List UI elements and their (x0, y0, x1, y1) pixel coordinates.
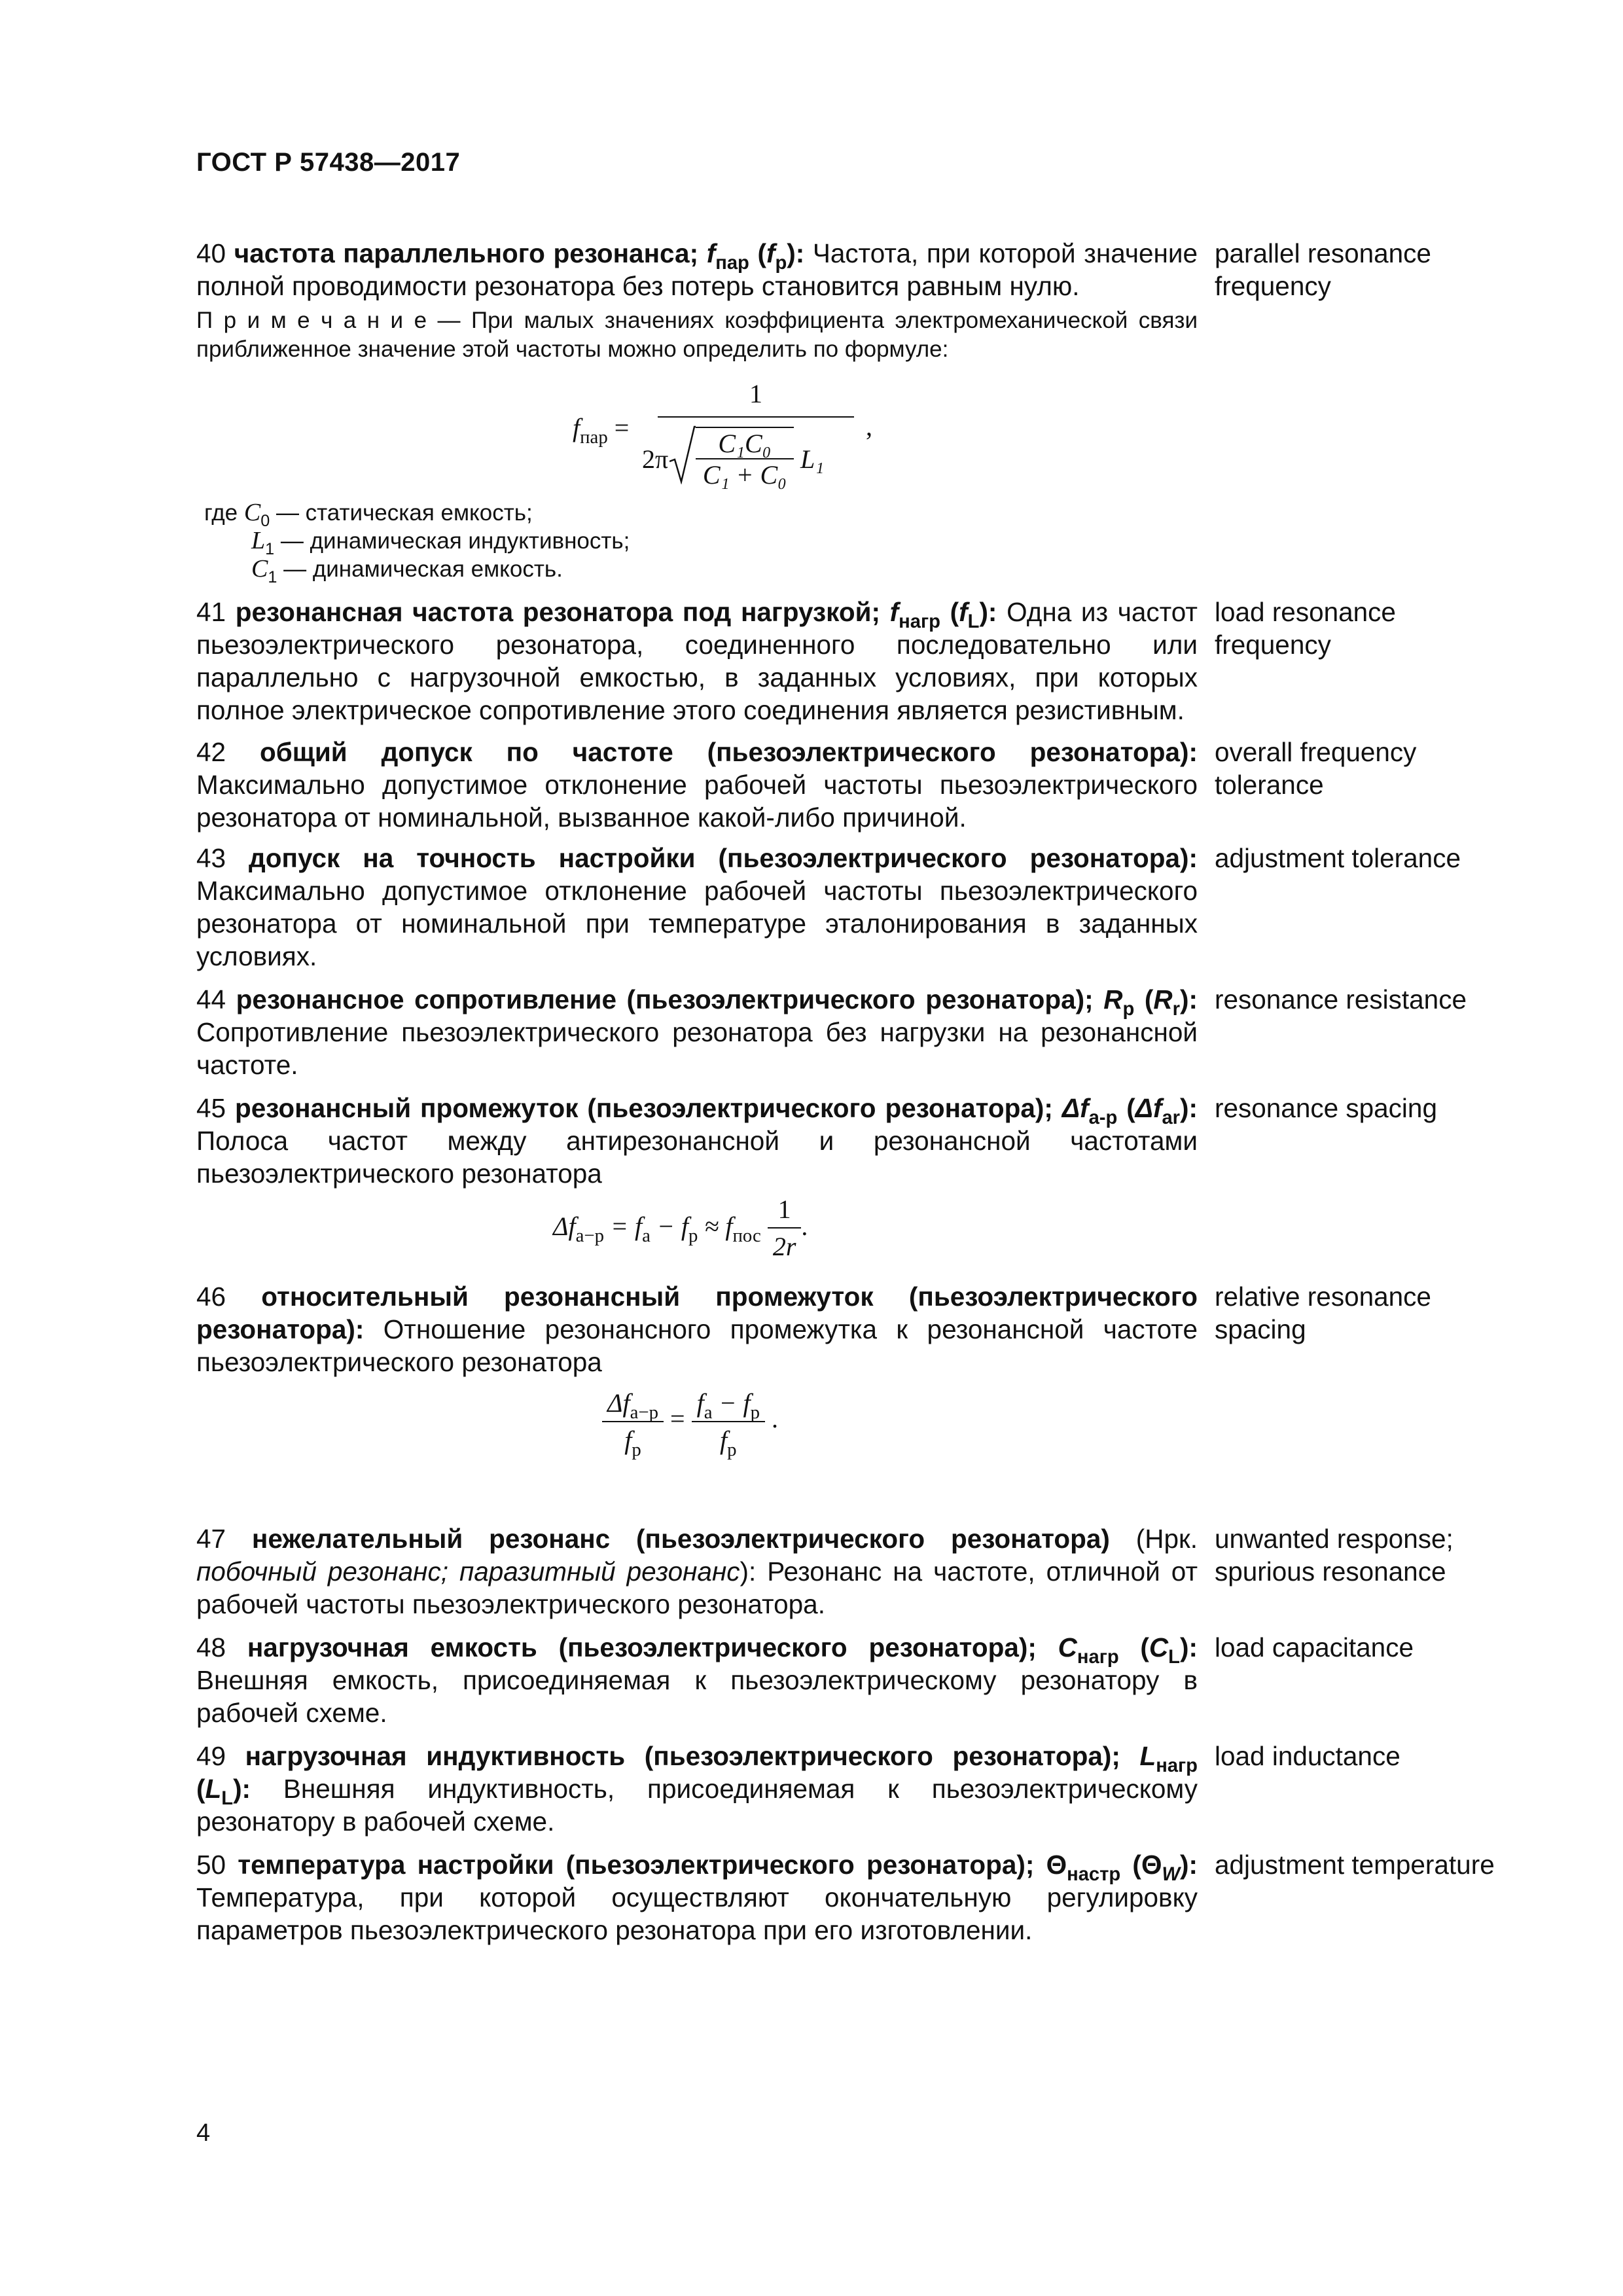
formula-lhs-sub: a−p (575, 1225, 605, 1247)
formula-part-sub: p (688, 1225, 698, 1247)
legend-text: — динамическая индуктивность; (280, 528, 630, 554)
formula-tail: . (801, 1211, 808, 1242)
formula-tail: . (772, 1404, 779, 1434)
term-number: 48 (196, 1632, 226, 1662)
term-title: относительный резонансный промежуток (пьезоэлектрического резонатора): (196, 1282, 1198, 1344)
term-title: резонансный промежуток (пьезоэлектрического резонатора); (235, 1093, 1053, 1123)
legend-row (204, 555, 630, 586)
term-english: parallel resonance frequency (1215, 238, 1431, 301)
term-alt-symbol: R (1153, 984, 1173, 1014)
term-symbol-sub: настр (1067, 1864, 1121, 1886)
formula-part: − f (656, 1211, 689, 1242)
term-definition: Сопротивление пьезоэлектрического резонатора без нагрузки на резонансной частоте. (196, 1017, 1198, 1080)
formula-denominator (692, 1422, 765, 1461)
term-english: load inductance (1215, 1741, 1400, 1771)
legend-row (204, 527, 630, 558)
formula-numerator (692, 1388, 765, 1422)
formula-part: f (624, 1426, 632, 1455)
term-english: load resonance frequency (1215, 597, 1396, 660)
term-definition: Максимально допустимое отклонение рабочей частоты пьезоэлектрического резонатора от номинальной, вызванное какой-либо причиной. (196, 770, 1198, 833)
term-number: 50 (196, 1850, 226, 1880)
term-text: 45 резонансный промежуток (пьезоэлектрического резонатора); $\Delta f_{a-p}$ $(\Delta f_{ar})$: Полоса частот между антирезонансной и резонансной частотами пьезоэлектрического резонатора (196, 1093, 1198, 1189)
legend-symbol: C (243, 499, 261, 526)
term-symbol: f (889, 597, 899, 627)
term-definition: Отношение резонансного промежутка к резонансной частоте пьезоэлектрического резонатора (196, 1314, 1198, 1377)
deprecated-terms: побочный резонанс; паразитный резонанс (196, 1556, 740, 1587)
term-text: 49 нагрузочная индуктивность (пьезоэлектрического резонатора); $L_{нагр}$ $(L_L)$: Внешняя индуктивность, присоединяемая к пьезоэлектрическому резонатору в рабочей схеме. (196, 1741, 1198, 1837)
term-english: load capacitance (1215, 1632, 1414, 1662)
term-symbol-sub: a-p (1088, 1107, 1118, 1129)
term-title: температура настройки (пьезоэлектрического резонатора); (238, 1850, 1035, 1880)
formula-fraction (602, 1388, 664, 1461)
term-title: нагрузочная индуктивность (пьезоэлектрического резонатора); (245, 1741, 1120, 1771)
term-alt-symbol: Θ (1141, 1850, 1162, 1880)
term-alt-symbol-sub: p (775, 253, 787, 274)
term-alt-symbol: f (959, 597, 968, 627)
note-label: П р и м е ч а н и е (196, 308, 427, 333)
term-text: 44 резонансное сопротивление (пьезоэлектрического резонатора); $R_p$ $(R_r)$: Сопротивление пьезоэлектрического резонатора без нагрузки на резонансной частоте. (196, 984, 1198, 1080)
formula-lhs: f (573, 413, 580, 442)
formula-part-sub: a (704, 1402, 713, 1424)
term-number: 47 (196, 1524, 226, 1554)
term-alt-symbol-sub: W (1162, 1864, 1180, 1886)
formula-den-prefix: 2π (642, 444, 669, 474)
formula-part-sub: p (632, 1439, 641, 1461)
formula-resonance-spacing (553, 1195, 808, 1263)
term-number: 46 (196, 1282, 226, 1312)
term-title: нагрузочная емкость (пьезоэлектрического резонатора); (247, 1632, 1037, 1662)
note-text: — При малых значениях коэффициента электромеханической связи приближенное значение этой частоты можно определить по формуле: (196, 308, 1198, 362)
term-definition: Одна из частот пьезоэлектрического резонатора, соединенного последовательно или параллельно с нагрузочной емкостью, в заданных условиях, при которых полное электрическое сопротивление этого соединения является резистивным. (196, 597, 1198, 725)
term-text (196, 842, 1198, 973)
term-definition: Максимально допустимое отклонение рабочей частоты пьезоэлектрического резонатора от номинальной при температуре эталонирования в заданных условиях. (196, 876, 1198, 971)
term-symbol: Δf (1061, 1093, 1089, 1123)
formula-numerator: 1 (749, 379, 762, 408)
term-text: 48 нагрузочная емкость (пьезоэлектрического резонатора); $C_{нагр}$ $(C_L)$: Внешняя емкость, присоединяемая к пьезоэлектрическому резонатору в рабочей схеме. (196, 1632, 1198, 1728)
term-text (196, 1280, 1198, 1378)
term-symbol: R (1103, 984, 1123, 1014)
formula-part-sub: пос (732, 1225, 761, 1247)
term-number: 42 (196, 737, 226, 767)
formula-den-suffix: L₁ (800, 444, 825, 474)
term-text (196, 1522, 1198, 1621)
term-title: допуск на точность настройки (пьезоэлектрического резонатора): (249, 843, 1198, 873)
term-number: 45 (196, 1093, 226, 1123)
note (196, 306, 1198, 364)
term-title: резонансное сопротивление (пьезоэлектрического резонатора); (236, 984, 1094, 1014)
formula-lhs-sub: пар (580, 427, 608, 448)
term-definition: Внешняя емкость, присоединяемая к пьезоэлектрическому резонатору в рабочей схеме. (196, 1665, 1198, 1728)
formula-part-sub: a−p (630, 1402, 659, 1424)
formula-legend (204, 499, 630, 586)
term-number: 41 (196, 597, 226, 627)
term-title: резонансная частота резонатора под нагрузкой; (235, 597, 880, 627)
term-text: 50 температура настройки (пьезоэлектрического резонатора); $\Theta_{настр}$ $(\Theta_W)$: Температура, при которой осуществляют окончательную регулировку параметров пьезоэлектрического резонатора при его изготовлении. (196, 1850, 1198, 1945)
legend-symbol: L (251, 527, 266, 554)
formula-part: − f (719, 1388, 751, 1418)
legend-text: — статическая емкость; (276, 500, 533, 526)
term-english: resonance spacing (1215, 1093, 1437, 1123)
term-english: unwanted response; spurious resonance (1215, 1524, 1454, 1587)
legend-row (204, 499, 630, 530)
deprecated-suffix: ): (740, 1556, 757, 1587)
term-number: 43 (196, 843, 226, 873)
term-alt-symbol: C (1149, 1632, 1169, 1662)
formula-part-sub: a (642, 1225, 651, 1247)
term-symbol-sub: пар (715, 253, 749, 274)
term-alt-symbol-sub: L (967, 611, 980, 633)
formula-fraction (768, 1194, 802, 1262)
formula-relative-spacing (602, 1388, 779, 1461)
term-definition: Внешняя индуктивность, присоединяемая к пьезоэлектрическому резонатору в рабочей схеме. (196, 1774, 1198, 1837)
term-alt-symbol: f (766, 238, 776, 268)
legend-symbol: C (251, 555, 268, 583)
term-number: 49 (196, 1741, 226, 1771)
legend-prefix: где (204, 500, 238, 526)
term-symbol: Θ (1046, 1850, 1067, 1880)
term-alt-symbol-sub: ar (1162, 1107, 1181, 1129)
term-symbol-sub: нагр (899, 611, 940, 633)
formula-part: ≈ f (704, 1211, 733, 1242)
formula-numerator (602, 1388, 664, 1422)
formula-lhs: Δf (553, 1211, 576, 1242)
term-symbol-sub: p (1122, 999, 1135, 1020)
term-english: resonance resistance (1215, 984, 1467, 1014)
legend-symbol-sub: 0 (260, 511, 270, 530)
deprecated-prefix: (Нрк. (1135, 1524, 1198, 1554)
sqrt-symbol (669, 425, 696, 484)
term-english: overall frequency tolerance (1215, 737, 1417, 800)
term-alt-symbol-sub: L (1168, 1647, 1180, 1668)
legend-symbol-sub: 1 (268, 567, 277, 586)
formula-part-sub: p (750, 1402, 760, 1424)
formula-numerator: 1 (768, 1194, 802, 1229)
term-definition: Резонанс на частоте, отличной от рабочей частоты пьезоэлектрического резонатора. (196, 1556, 1198, 1619)
formula-part: Δf (607, 1388, 630, 1418)
formula-parallel-resonance: $f_{пар}$ = 1 2π C₁C₀ C₁ + C₀ L₁ , (573, 379, 872, 490)
term-text: 41 резонансная частота резонатора под нагрузкой; $f_{нагр}$ $(f_L)$: Одна из частот пьезоэлектрического резонатора, соединенного последовательно или параллельно с нагрузочной емкостью, в заданных условиях, при которых полное электрическое сопротивление этого соединения является резистивным. (196, 597, 1198, 725)
formula-fraction (692, 1388, 765, 1461)
term-number: 40 (196, 238, 226, 268)
legend-symbol-sub: 1 (265, 539, 275, 558)
formula-part: = f (611, 1211, 643, 1242)
term-title: частота параллельного резонанса; (234, 238, 699, 268)
formula-root-den: C₁ + C₀ (702, 460, 787, 490)
legend-text: — динамическая емкость. (283, 556, 563, 582)
term-text (196, 736, 1198, 834)
document-header: ГОСТ Р 57438—2017 (196, 148, 461, 177)
formula-part-sub: p (727, 1439, 737, 1461)
term-definition: Частота, при которой значение полной проводимости резонатора без потерь становится равным нулю. (196, 238, 1198, 301)
term-title: общий допуск по частоте (пьезоэлектрического резонатора): (259, 737, 1198, 767)
formula-part: f (696, 1388, 704, 1418)
term-symbol-sub: нагр (1077, 1647, 1119, 1668)
term-alt-symbol-sub: r (1172, 999, 1180, 1020)
term-text: 40 частота параллельного резонанса; $f_{пар}$ $(f_p)$: Частота, при которой значение полной проводимости резонатора без потерь становится равным нулю. П р и м е ч а н и е — При малых значениях коэффициента электромеханической связи приближенное значение этой частоты можно определить по формуле: (196, 237, 1198, 364)
term-alt-symbol: Δf (1135, 1093, 1162, 1123)
term-title: нежелательный резонанс (пьезоэлектрического резонатора) (251, 1524, 1110, 1554)
term-alt-symbol-sub: L (221, 1788, 234, 1810)
term-symbol: C (1058, 1632, 1077, 1662)
formula-denominator: 2r (772, 1232, 796, 1261)
term-alt-symbol: L (205, 1774, 222, 1804)
page-number: 4 (196, 2119, 211, 2147)
formula-part: f (720, 1426, 728, 1455)
term-definition: Полоса частот между антирезонансной и резонансной частотами пьезоэлектрического резонатора (196, 1126, 1198, 1189)
term-symbol: f (706, 238, 716, 268)
term-symbol: L (1139, 1741, 1156, 1771)
formula-tail: , (866, 412, 872, 441)
formula-root-num: C₁C₀ (718, 429, 772, 458)
term-english: adjustment temperature (1215, 1850, 1495, 1880)
term-number: 44 (196, 984, 226, 1014)
formula-equals: = (670, 1404, 685, 1434)
term-english: adjustment tolerance (1215, 843, 1461, 873)
formula-denominator (602, 1422, 664, 1461)
term-english: relative resonance spacing (1215, 1282, 1431, 1344)
term-symbol-sub: нагр (1156, 1755, 1198, 1777)
term-definition: Температура, при которой осуществляют окончательную регулировку параметров пьезоэлектрического резонатора при его изготовлении. (196, 1882, 1198, 1945)
